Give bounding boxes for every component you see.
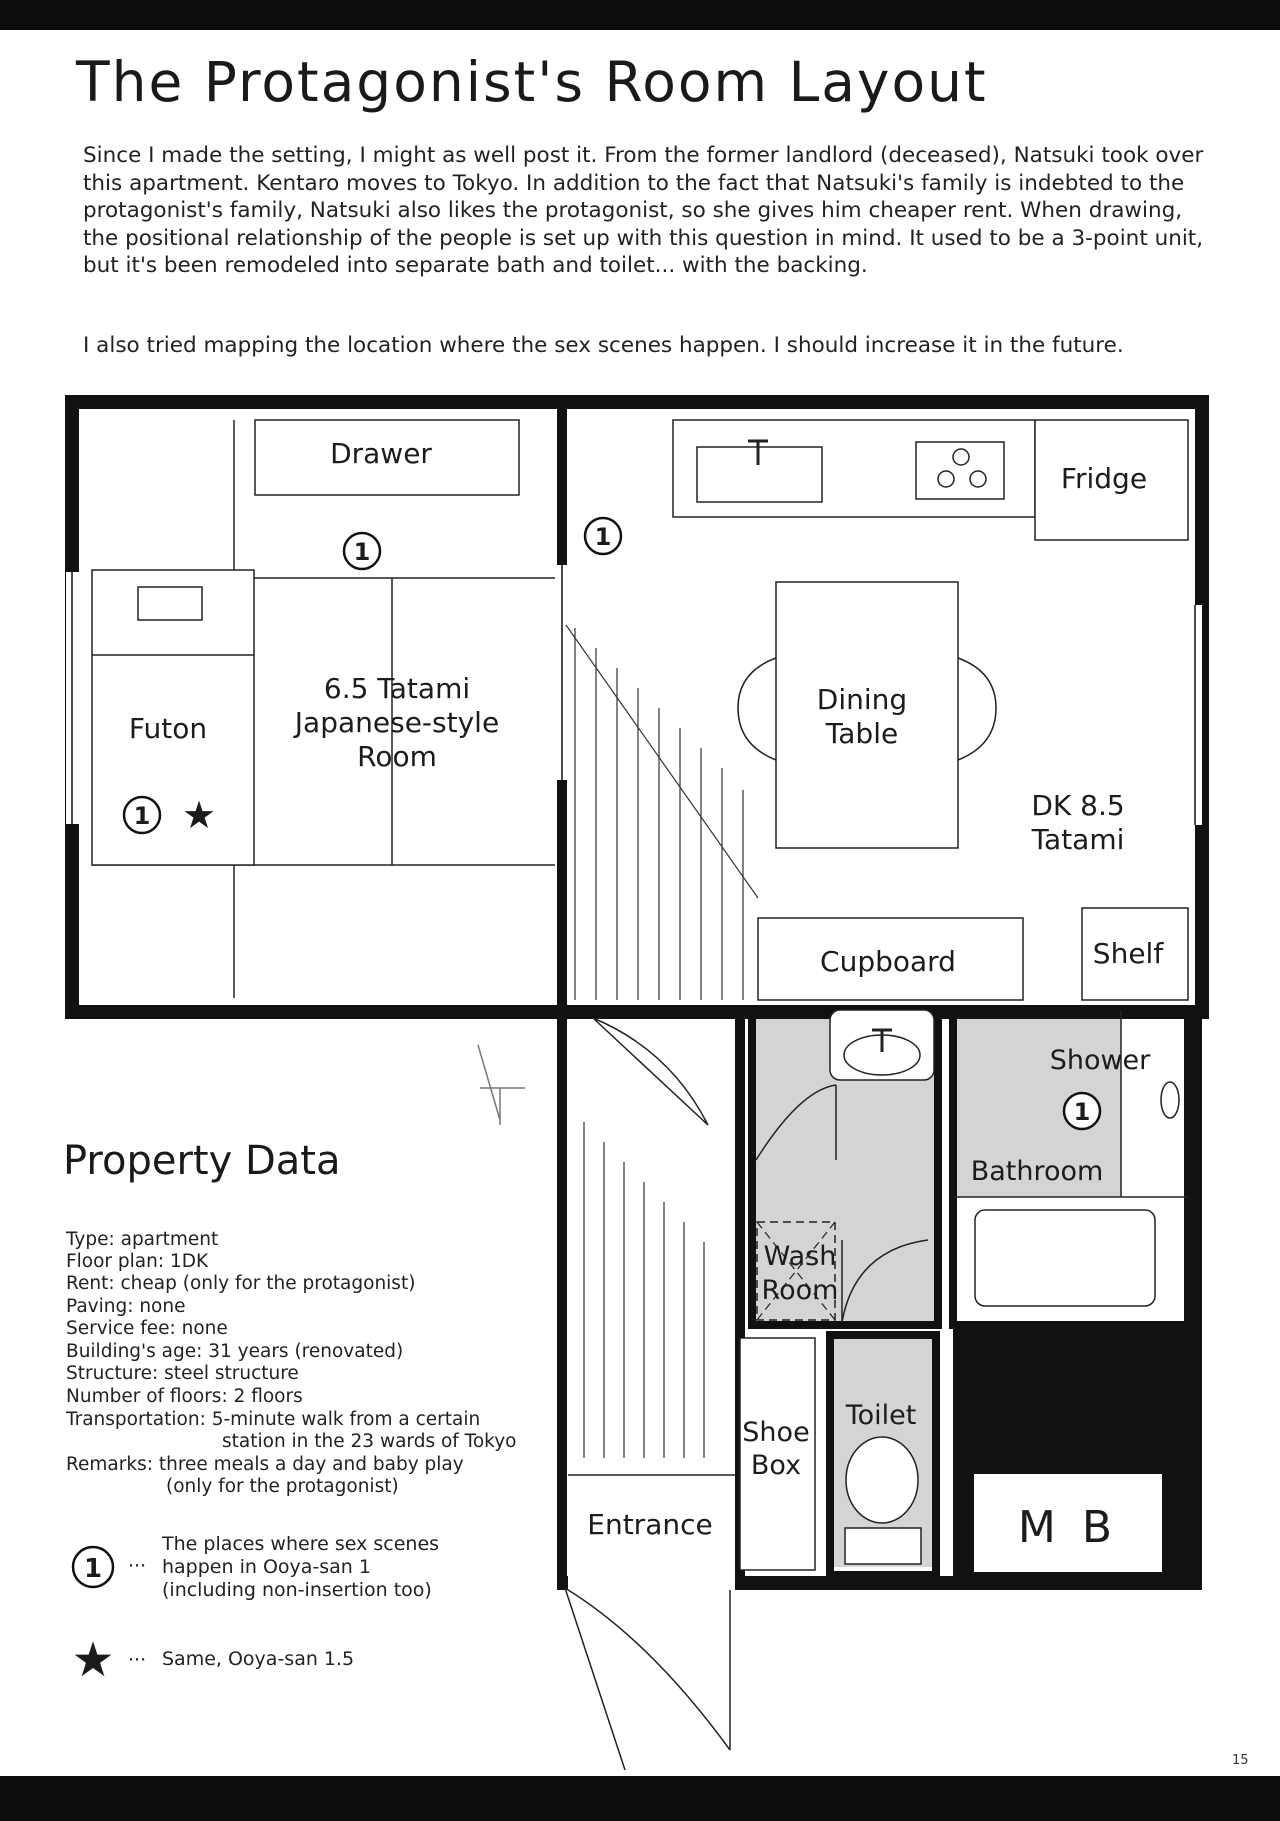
chair-left-icon	[738, 658, 776, 760]
stove-icon	[916, 442, 1004, 499]
label-dk-1: DK 8.5	[1031, 789, 1125, 822]
property-line: Building's age: 31 years (renovated)	[66, 1341, 404, 1362]
property-line: Paving: none	[66, 1296, 186, 1317]
marker-circle-drawer	[344, 533, 380, 569]
legend-circle-text: The places where sex scenes	[162, 1533, 440, 1555]
legend-star-text: Same, Ooya-san 1.5	[162, 1648, 355, 1670]
property-line: Structure: steel structure	[66, 1363, 299, 1384]
property-line: Transportation: 5-minute walk from a certain	[66, 1409, 481, 1430]
property-line: Type: apartment	[66, 1229, 219, 1250]
pillow-icon	[138, 587, 202, 620]
property-line: Rent: cheap (only for the protagonist)	[66, 1273, 416, 1294]
pencil-mark	[478, 1045, 525, 1125]
svg-text:1: 1	[1073, 1098, 1091, 1126]
legend-circle-icon	[73, 1547, 113, 1587]
property-remarks-cont: (only for the protagonist)	[166, 1476, 399, 1497]
floor-hatching	[575, 628, 743, 1000]
label-tatami-room-3: Room	[357, 740, 437, 773]
shower-head-icon	[1161, 1082, 1179, 1118]
legend-dots: ···	[128, 1649, 147, 1671]
label-shower: Shower	[1049, 1045, 1151, 1076]
property-line: Floor plan: 1DK	[66, 1251, 209, 1272]
toilet-bowl-icon	[846, 1437, 918, 1523]
intro-paragraph: Since I made the setting, I might as well post it. From the former landlord (deceased), Natsuki took over this apartment. Kentaro moves to Tokyo. In addition to the fact that Natsuki's family is indebted to the protagonist's family, Natsuki also likes the protagonist, so she gives him cheaper rent. When drawing, the positional relationship of the people is set up with this question in mind. It used to be a 3-point unit, but it's been remodeled into separate bath and toilet... with the backing.	[83, 143, 1204, 278]
bathtub	[975, 1210, 1155, 1306]
page-title: The Protagonist's Room Layout	[76, 50, 988, 114]
marker-star-futon: ★	[181, 793, 217, 837]
property-remarks: Remarks: three meals a day and baby play	[66, 1454, 464, 1475]
svg-text:1: 1	[594, 523, 612, 551]
svg-text:1: 1	[133, 802, 151, 830]
label-drawer: Drawer	[330, 437, 432, 470]
label-cupboard: Cupboard	[820, 945, 956, 978]
property-line: Service fee: none	[66, 1318, 228, 1339]
label-wash-2: Room	[761, 1275, 839, 1306]
marker-circle-shower	[1064, 1093, 1100, 1129]
label-shoe-2: Box	[750, 1450, 802, 1481]
label-dk-2: Tatami	[1031, 823, 1125, 856]
legend-circle-text: happen in Ooya-san 1	[162, 1556, 371, 1578]
label-entrance: Entrance	[587, 1508, 713, 1541]
svg-text:1: 1	[83, 1554, 103, 1584]
label-futon: Futon	[128, 712, 208, 745]
label-dining-2: Table	[825, 717, 899, 750]
property-line-cont: station in the 23 wards of Tokyo	[222, 1431, 517, 1452]
label-toilet: Toilet	[845, 1400, 917, 1431]
legend-circle-text: (including non-insertion too)	[162, 1579, 432, 1601]
property-data-title: Property Data	[63, 1138, 341, 1184]
toilet-tank	[845, 1528, 921, 1564]
corridor-hatching	[584, 1122, 704, 1458]
chair-right-icon	[958, 658, 996, 760]
page-number: 15	[1232, 1753, 1249, 1768]
marker-circle-dk	[585, 518, 621, 554]
window-left	[66, 572, 80, 824]
front-door-swing	[565, 1588, 730, 1770]
svg-text:1: 1	[353, 538, 371, 566]
legend-star-icon: ★	[71, 1632, 115, 1688]
marker-circle-futon	[124, 797, 160, 833]
legend-dots: ···	[128, 1555, 147, 1577]
property-line: Number of floors: 2 floors	[66, 1386, 303, 1407]
label-bathroom: Bathroom	[970, 1156, 1104, 1187]
label-mb: M B	[1017, 1502, 1119, 1553]
label-dining-1: Dining	[816, 683, 908, 716]
label-shelf: Shelf	[1092, 937, 1164, 970]
label-tatami-room-2: Japanese-style	[294, 706, 500, 739]
label-wash-1: Wash	[763, 1241, 837, 1272]
corridor-door-swing	[593, 1018, 708, 1125]
label-fridge: Fridge	[1060, 462, 1148, 495]
intro-paragraph-2: I also tried mapping the location where the sex scenes happen. I should increase it in the future.	[83, 333, 1124, 358]
label-shoe-1: Shoe	[742, 1417, 810, 1448]
label-tatami-room-1: 6.5 Tatami	[323, 672, 471, 705]
